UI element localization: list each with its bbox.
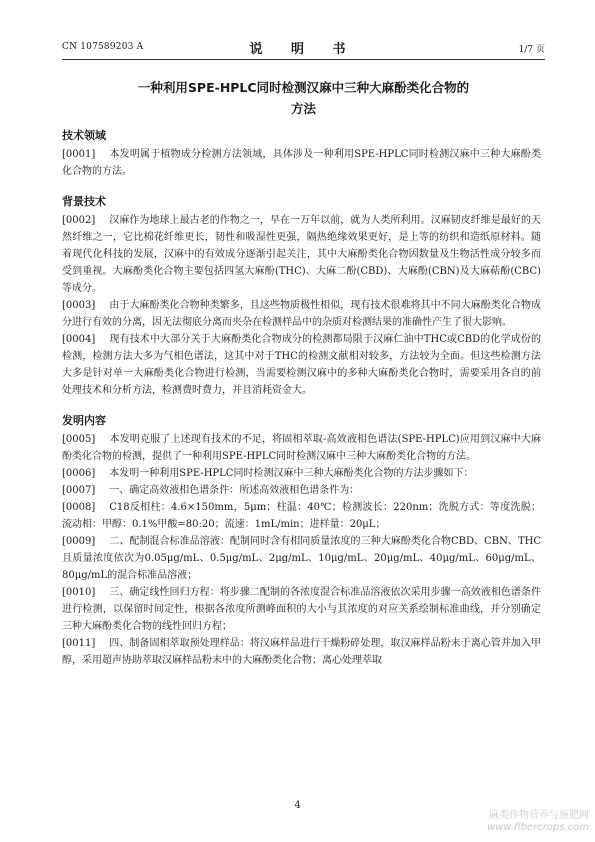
site-watermark <box>487 810 589 834</box>
page-indicator: 1/7 页 <box>518 45 545 55</box>
paragraph-text: 三、确定线性回归方程：将步骤二配制的各浓度混合标准品溶液依次采用步骤一高效液相色谱条件进行检测，以保留时间定性，根据各浓度所测峰面积的大小与其浓度的对应关系绘制标准曲线，并分别确定三种大麻酚类化合物的线性回归方程； <box>62 587 541 632</box>
document-type-label: 说 明 书 <box>249 42 358 57</box>
paragraph-number: [0005] <box>62 434 96 445</box>
title-line: 方法 <box>290 101 316 116</box>
paragraph <box>62 533 541 584</box>
section-heading: 背景技术 <box>62 195 106 208</box>
watermark-site-name: 麻类作物营养与施肥网 <box>489 810 589 821</box>
document-number: CN 107589203 A <box>62 42 144 52</box>
section-heading: 技术领域 <box>62 129 106 142</box>
page-header <box>62 38 545 58</box>
paragraph-text: 四、制备固相萃取预处理样品：将汉麻样品进行干燥粉碎处理，取汉麻样品粉末于离心管并加入甲醇，采用超声协助萃取汉麻样品粉末中的大麻酚类化合物；离心处理萃取 <box>62 638 541 666</box>
paragraph <box>62 499 541 533</box>
document-body <box>62 128 541 683</box>
paragraph <box>62 482 541 499</box>
paragraph-text: 汉麻作为地球上最古老的作物之一，早在一万年以前，就为人类所利用。汉麻韧皮纤维是最好的天然纤维之一，它比棉花纤维更长，韧性和吸湿性更强，隔热绝缘效果更好，是上等的纺织和造纸原材料。随着现代化科技的发展，汉麻中的有效成分逐渐引起关注，其中大麻酚类化合物因数量及生物活性成分较多而受到重视。大麻酚类化合物主要包括四氢大麻酚(THC)、大麻二酚(CBD)、大麻酚(CBN)及大麻萜酚(CBC)等成分。 <box>62 215 541 294</box>
paragraph-text: 一、确定高效液相色谱条件：所述高效液相色谱条件为： <box>109 485 360 496</box>
paragraph-number: [0006] <box>62 468 96 479</box>
paragraph-text: C18反相柱：4.6×150mm，5μm；柱温：40℃；检测波长：220nm；洗脱方式：等度洗脱；流动相：甲醇：0.1%甲酸=80:20；流速：1mL/min；进样量：20μL； <box>62 502 541 530</box>
paragraph-text: 本发明属于植物成分检测方法领域，具体涉及一种利用SPE-HPLC同时检测汉麻中三种大麻酚类化合物的方法。 <box>62 149 541 177</box>
watermark-url: www.fibercrops.com <box>487 822 589 833</box>
paragraph-number: [0009] <box>62 536 96 547</box>
paragraph <box>62 465 541 482</box>
paragraph-text: 本发明一种利用SPE-HPLC同时检测汉麻中三种大麻酚类化合物的方法步骤如下： <box>109 468 474 479</box>
paragraph <box>62 212 541 297</box>
paragraph-text: 现有技术中大部分关于大麻酚类化合物成分的检测都局限于汉麻仁油中THC或CBD的化学成份的检测，检测方法大多为气相色谱法，这其中对于THC的检测文献相对较多，方法较为全面。但这些检测方法大多是针对单一大麻酚类化合物进行检测，当需要检测汉麻中的多种大麻酚类化合物时，需要采用各自的前处理技术和分析方法，检测费时费力，并且消耗资金大。 <box>62 334 541 396</box>
paragraph-number: [0001] <box>62 149 96 160</box>
section-background <box>62 194 541 399</box>
paragraph-number: [0011] <box>62 638 96 649</box>
section-heading: 发明内容 <box>62 414 106 427</box>
paragraph-number: [0003] <box>62 300 96 311</box>
paragraph-text: 本发明克服了上述现有技术的不足，将固相萃取-高效液相色谱法(SPE-HPLC)应用到汉麻中大麻酚类化合物的检测，提供了一种利用SPE-HPLC同时检测汉麻中三种大麻酚类化合物的方法。 <box>62 434 541 462</box>
paragraph-text: 由于大麻酚类化合物种类繁多，且这些物质极性相似，现有技术很难将其中不同大麻酚类化合物成分进行有效的分离，因无法彻底分离而夹杂在检测样品中的杂质对检测结果的准确性产生了很大影响。 <box>62 300 541 328</box>
paragraph-text: 二、配制混合标准品溶液：配制同时含有相同质量浓度的三种大麻酚类化合物CBD、CBN、THC且质量浓度依次为0.05μg/mL、0.5μg/mL、2μg/mL、10μg/mL、20μg/mL、40μg/mL、60μg/mL、80μg/mL的混合标准品溶液； <box>62 536 541 581</box>
paragraph <box>62 431 541 465</box>
document-title <box>62 77 545 119</box>
paragraph-number: [0004] <box>62 334 96 345</box>
paragraph-number: [0002] <box>62 215 96 226</box>
section-technical-field <box>62 128 541 180</box>
section-summary <box>62 413 541 669</box>
paragraph <box>62 635 541 669</box>
paragraph <box>62 584 541 635</box>
title-line: 一种利用SPE-HPLC同时检测汉麻中三种大麻酚类化合物的 <box>137 80 470 95</box>
paragraph-number: [0008] <box>62 502 96 513</box>
paragraph <box>62 331 541 399</box>
header-divider <box>62 59 545 60</box>
paragraph <box>62 297 541 331</box>
page-number: 4 <box>294 800 301 811</box>
paragraph <box>62 146 541 180</box>
paragraph-number: [0010] <box>62 587 96 598</box>
paragraph-number: [0007] <box>62 485 96 496</box>
